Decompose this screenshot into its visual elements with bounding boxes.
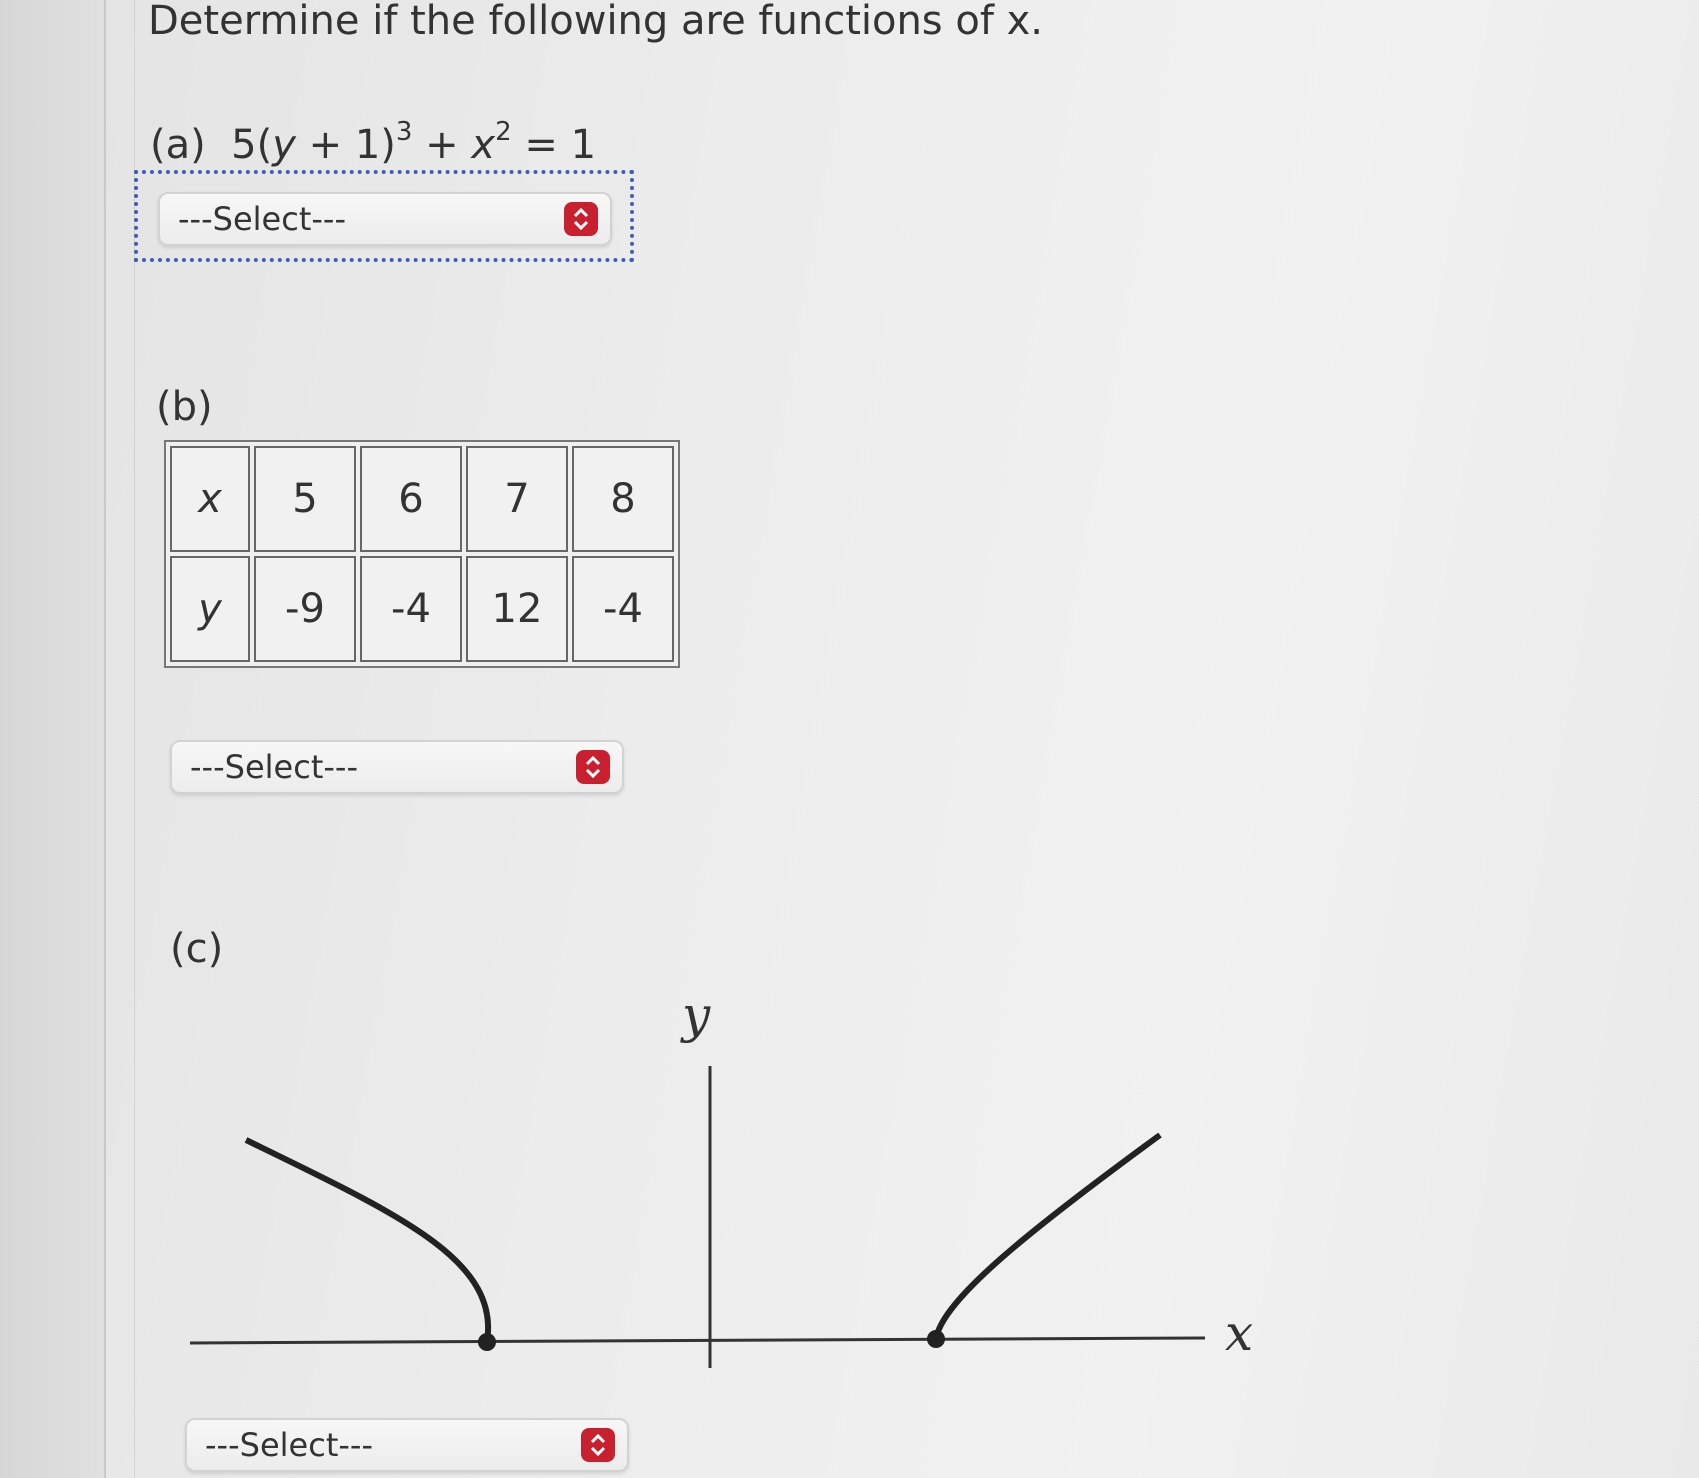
- table-cell: -4: [360, 556, 462, 662]
- left-endpoint: [478, 1333, 496, 1351]
- table-header-y: y: [170, 556, 250, 662]
- y-axis-label: y: [682, 990, 711, 1044]
- select-value: ---Select---: [205, 1426, 373, 1464]
- x-axis: [190, 1338, 1205, 1343]
- up-down-chevron-icon: [576, 750, 610, 784]
- left-margin-strip: [0, 0, 106, 1478]
- part-c-select[interactable]: [185, 1418, 629, 1472]
- part-c-label: (c): [170, 926, 224, 972]
- select-value: ---Select---: [190, 748, 358, 786]
- right-curve: [936, 1135, 1160, 1339]
- left-margin-strip-inner: [104, 0, 135, 1478]
- table-cell: 12: [466, 556, 568, 662]
- select-value: ---Select---: [178, 200, 346, 238]
- table-row-x: [170, 446, 674, 552]
- right-endpoint: [927, 1330, 945, 1348]
- xy-table: [164, 440, 680, 668]
- x-axis-label: x: [1225, 1304, 1254, 1362]
- up-down-chevron-icon: [581, 1428, 615, 1462]
- part-a-equation: (a) $5(y + 1)^3 + x^2 = 1$: [150, 117, 597, 168]
- left-curve: [246, 1140, 488, 1342]
- graph: [180, 990, 1280, 1390]
- table-cell: -9: [254, 556, 356, 662]
- table-cell: 5: [254, 446, 356, 552]
- table-cell: 8: [572, 446, 674, 552]
- table-cell: 7: [466, 446, 568, 552]
- table-row-y: [170, 556, 674, 662]
- question-heading: Determine if the following are functions of x.: [148, 0, 1044, 44]
- part-b-label: (b): [156, 384, 213, 430]
- up-down-chevron-icon: [564, 202, 598, 236]
- part-a-select[interactable]: [158, 192, 612, 246]
- table-cell: -4: [572, 556, 674, 662]
- part-b-select[interactable]: [170, 740, 624, 794]
- table-cell: 6: [360, 446, 462, 552]
- table-header-x: x: [170, 446, 250, 552]
